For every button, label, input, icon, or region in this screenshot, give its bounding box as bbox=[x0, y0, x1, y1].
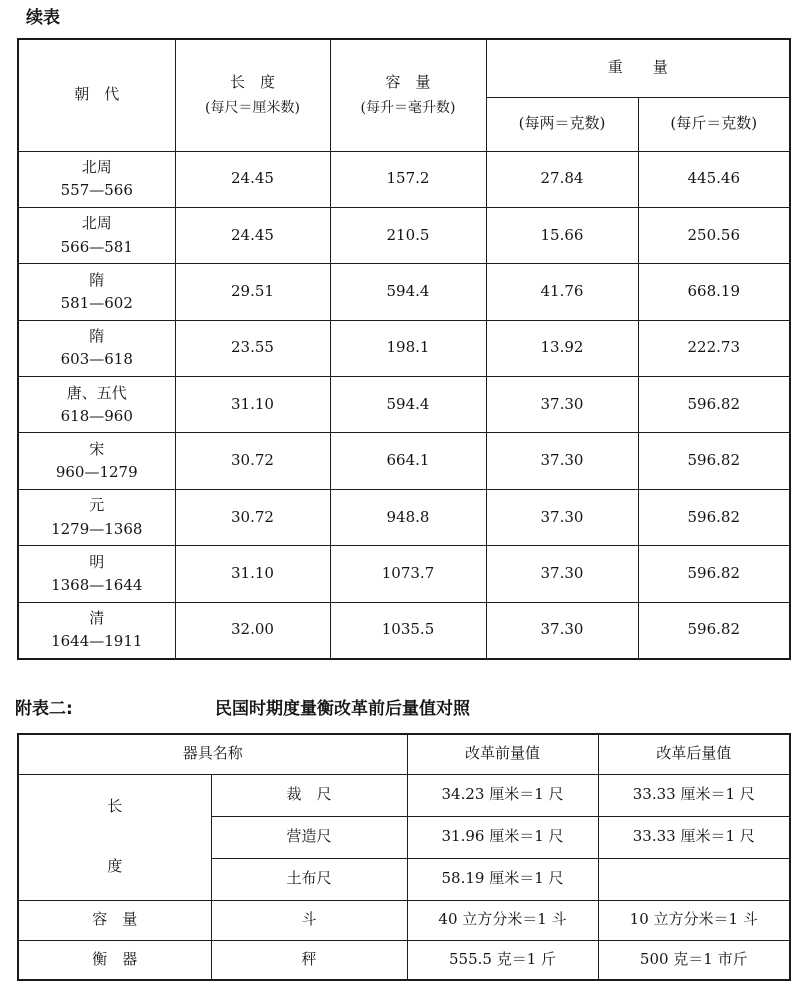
capacity-value: 594.4 bbox=[330, 377, 486, 433]
dynasty-name: 隋 bbox=[89, 327, 105, 346]
table-row bbox=[18, 489, 790, 545]
dynasty-name: 清 bbox=[89, 608, 105, 627]
dynasty-measures-table bbox=[17, 38, 791, 660]
dynasty-years: 557—566 bbox=[60, 181, 133, 200]
dynasty-years: 1279—1368 bbox=[51, 519, 143, 538]
weight-liang-value: 37.30 bbox=[486, 433, 638, 489]
dynasty-cell bbox=[18, 151, 175, 207]
table-row bbox=[18, 602, 790, 658]
capacity-value: 1035.5 bbox=[330, 602, 486, 658]
group-length-top: 长 bbox=[107, 797, 123, 816]
dynasty-name: 隋 bbox=[89, 270, 105, 289]
dynasty-cell bbox=[18, 489, 175, 545]
weight-jin-value: 596.82 bbox=[638, 489, 790, 545]
weight-jin-value: 596.82 bbox=[638, 546, 790, 602]
table-row bbox=[18, 546, 790, 602]
dynasty-cell bbox=[18, 433, 175, 489]
weight-jin-value: 445.46 bbox=[638, 151, 790, 207]
header-capacity-unit: (每升＝毫升数) bbox=[360, 99, 456, 116]
dynasty-rows bbox=[18, 151, 790, 659]
length-value: 30.72 bbox=[175, 433, 330, 489]
table-row bbox=[18, 264, 790, 320]
weight-liang-value: 37.30 bbox=[486, 377, 638, 433]
header-weight-jin: (每斤＝克数) bbox=[638, 97, 790, 151]
item-cheng: 秤 bbox=[211, 940, 407, 980]
length-value: 31.10 bbox=[175, 546, 330, 602]
appendix-label: 附表二: bbox=[15, 699, 73, 719]
item-dou: 斗 bbox=[211, 900, 407, 940]
header-length-unit: (每尺＝厘米数) bbox=[205, 99, 300, 116]
length-value: 23.55 bbox=[175, 320, 330, 376]
header-after-reform: 改革后量值 bbox=[598, 734, 790, 774]
table-row bbox=[18, 377, 790, 433]
weight-liang-value: 37.30 bbox=[486, 489, 638, 545]
appendix-title: 民国时期度量衡改革前后量值对照 bbox=[215, 699, 470, 719]
value-before-yingzaochi: 31.96 厘米＝1 尺 bbox=[407, 816, 598, 858]
weight-jin-value: 668.19 bbox=[638, 264, 790, 320]
weight-liang-value: 15.66 bbox=[486, 207, 638, 263]
value-before-cheng: 555.5 克＝1 斤 bbox=[407, 940, 598, 980]
weight-jin-value: 222.73 bbox=[638, 320, 790, 376]
weight-liang-value: 27.84 bbox=[486, 151, 638, 207]
weight-jin-value: 596.82 bbox=[638, 602, 790, 658]
weight-liang-value: 37.30 bbox=[486, 602, 638, 658]
header-before-reform: 改革前量值 bbox=[407, 734, 598, 774]
header-capacity-title: 容 量 bbox=[385, 73, 431, 92]
group-length-bottom: 度 bbox=[107, 857, 123, 875]
weight-jin-value: 596.82 bbox=[638, 377, 790, 433]
header-weight-liang: (每两＝克数) bbox=[486, 97, 638, 151]
value-before-tubuchi: 58.19 厘米＝1 尺 bbox=[407, 858, 598, 900]
capacity-value: 664.1 bbox=[330, 433, 486, 489]
weight-liang-value: 37.30 bbox=[486, 546, 638, 602]
value-before-dou: 40 立方分米＝1 斗 bbox=[407, 900, 598, 940]
dynasty-name: 唐、五代 bbox=[66, 383, 127, 402]
reform-comparison-table bbox=[17, 733, 791, 981]
continued-table-title: 续表 bbox=[26, 8, 60, 28]
capacity-value: 198.1 bbox=[330, 320, 486, 376]
dynasty-years: 960—1279 bbox=[55, 463, 138, 482]
dynasty-cell bbox=[18, 602, 175, 658]
length-value: 24.45 bbox=[175, 207, 330, 263]
dynasty-cell bbox=[18, 546, 175, 602]
dynasty-years: 566—581 bbox=[60, 237, 133, 256]
value-after-dou: 10 立方分米＝1 斗 bbox=[598, 900, 790, 940]
item-tubuchi: 土布尺 bbox=[211, 858, 407, 900]
capacity-value: 157.2 bbox=[330, 151, 486, 207]
table-row bbox=[18, 151, 790, 207]
value-after-tubuchi bbox=[598, 858, 790, 900]
dynasty-name: 宋 bbox=[89, 439, 105, 458]
value-before-caichi: 34.23 厘米＝1 尺 bbox=[407, 774, 598, 816]
capacity-value: 1073.7 bbox=[330, 546, 486, 602]
weight-jin-value: 596.82 bbox=[638, 433, 790, 489]
header-instrument-name: 器具名称 bbox=[18, 734, 407, 774]
length-value: 31.10 bbox=[175, 377, 330, 433]
weight-jin-value: 250.56 bbox=[638, 207, 790, 263]
item-yingzaochi: 营造尺 bbox=[211, 816, 407, 858]
capacity-value: 948.8 bbox=[330, 489, 486, 545]
length-value: 32.00 bbox=[175, 602, 330, 658]
dynasty-years: 1644—1911 bbox=[51, 632, 143, 651]
capacity-value: 210.5 bbox=[330, 207, 486, 263]
table-row bbox=[18, 207, 790, 263]
dynasty-years: 603—618 bbox=[60, 350, 133, 369]
dynasty-cell bbox=[18, 264, 175, 320]
item-caichi: 裁 尺 bbox=[211, 774, 407, 816]
dynasty-years: 618—960 bbox=[60, 406, 133, 425]
header-length-title: 长 度 bbox=[229, 73, 275, 92]
dynasty-cell bbox=[18, 320, 175, 376]
value-after-caichi: 33.33 厘米＝1 尺 bbox=[598, 774, 790, 816]
dynasty-cell bbox=[18, 377, 175, 433]
weight-liang-value: 41.76 bbox=[486, 264, 638, 320]
group-capacity: 容 量 bbox=[18, 900, 211, 940]
header-dynasty: 朝 代 bbox=[18, 39, 175, 151]
dynasty-name: 明 bbox=[89, 552, 105, 571]
value-after-yingzaochi: 33.33 厘米＝1 尺 bbox=[598, 816, 790, 858]
length-value: 29.51 bbox=[175, 264, 330, 320]
header-weight: 重 量 bbox=[486, 39, 790, 97]
group-weight: 衡 器 bbox=[18, 940, 211, 980]
weight-liang-value: 13.92 bbox=[486, 320, 638, 376]
dynasty-name: 元 bbox=[89, 496, 105, 515]
dynasty-name: 北周 bbox=[81, 214, 112, 233]
length-value: 30.72 bbox=[175, 489, 330, 545]
length-value: 24.45 bbox=[175, 151, 330, 207]
group-length bbox=[18, 774, 211, 900]
dynasty-years: 581—602 bbox=[60, 293, 133, 312]
table-row bbox=[18, 320, 790, 376]
dynasty-name: 北周 bbox=[81, 157, 112, 176]
header-length bbox=[175, 39, 330, 151]
dynasty-cell bbox=[18, 207, 175, 263]
capacity-value: 594.4 bbox=[330, 264, 486, 320]
value-after-cheng: 500 克＝1 市斤 bbox=[598, 940, 790, 980]
dynasty-years: 1368—1644 bbox=[51, 575, 143, 594]
table-row bbox=[18, 433, 790, 489]
header-capacity bbox=[330, 39, 486, 151]
